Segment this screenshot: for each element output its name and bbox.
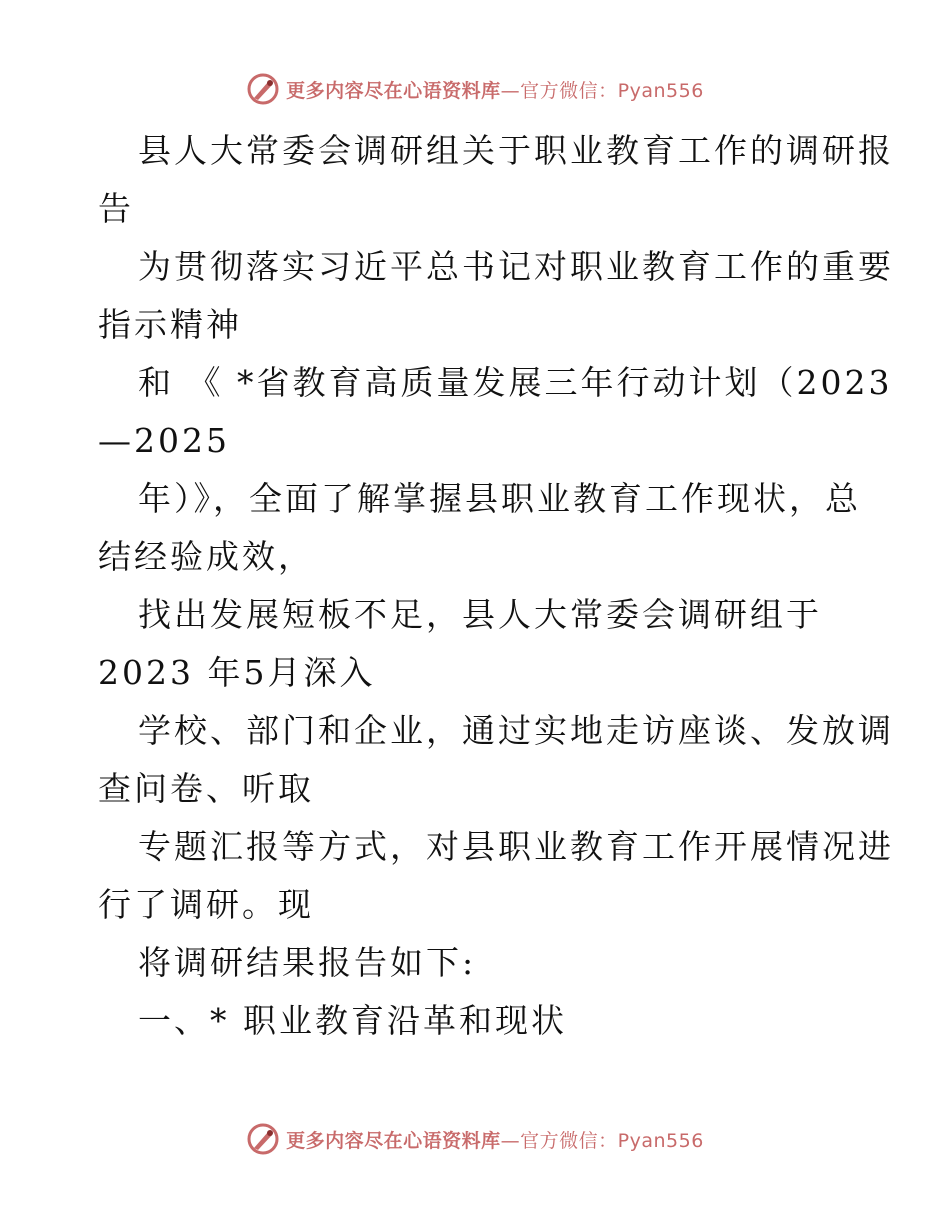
watermark-header — [0, 72, 950, 106]
paragraph-line: —2025 — [98, 421, 230, 460]
title-line-2: 告 — [98, 189, 134, 228]
brush-logo-icon — [246, 72, 280, 106]
watermark-contact: 官方微信：Pyan556 — [520, 79, 704, 102]
watermark-separator: — — [500, 79, 521, 102]
paragraph-line: 学校、部门和企业，通过实地走访座谈、发放调 — [138, 711, 894, 750]
paragraph-line: 结经验成效， — [98, 537, 314, 576]
paragraph-line: 找出发展短板不足，县人大常委会调研组于 — [138, 595, 822, 634]
paragraph-line: 行了调研。现 — [98, 885, 314, 924]
watermark-footer — [0, 1122, 950, 1156]
paragraph-line: 和 《 *省教育高质量发展三年行动计划（2023 — [138, 363, 893, 402]
paragraph-line: 专题汇报等方式，对县职业教育工作开展情况进 — [138, 827, 894, 866]
paragraph-line: 指示精神 — [98, 305, 242, 344]
paragraph-line: 查问卷、听取 — [98, 769, 314, 808]
title-line-1: 县人大常委会调研组关于职业教育工作的调研报 — [138, 131, 894, 170]
document-body — [98, 122, 894, 1050]
watermark-brand: 更多内容尽在心语资料库 — [286, 79, 501, 102]
watermark-contact: 官方微信：Pyan556 — [520, 1129, 704, 1152]
paragraph-line: 为贯彻落实习近平总书记对职业教育工作的重要 — [138, 247, 894, 286]
watermark-text — [286, 76, 704, 103]
watermark-brand: 更多内容尽在心语资料库 — [286, 1129, 501, 1152]
paragraph-line: 2023 年5月深入 — [98, 653, 376, 692]
watermark-text — [286, 1126, 704, 1153]
paragraph-line: 将调研结果报告如下: — [138, 943, 477, 982]
paragraph-line: 年）》，全面了解掌握县职业教育工作现状，总 — [138, 479, 861, 518]
section-heading: 一、* 职业教育沿革和现状 — [138, 1001, 567, 1040]
watermark-separator: — — [500, 1129, 521, 1152]
brush-logo-icon — [246, 1122, 280, 1156]
